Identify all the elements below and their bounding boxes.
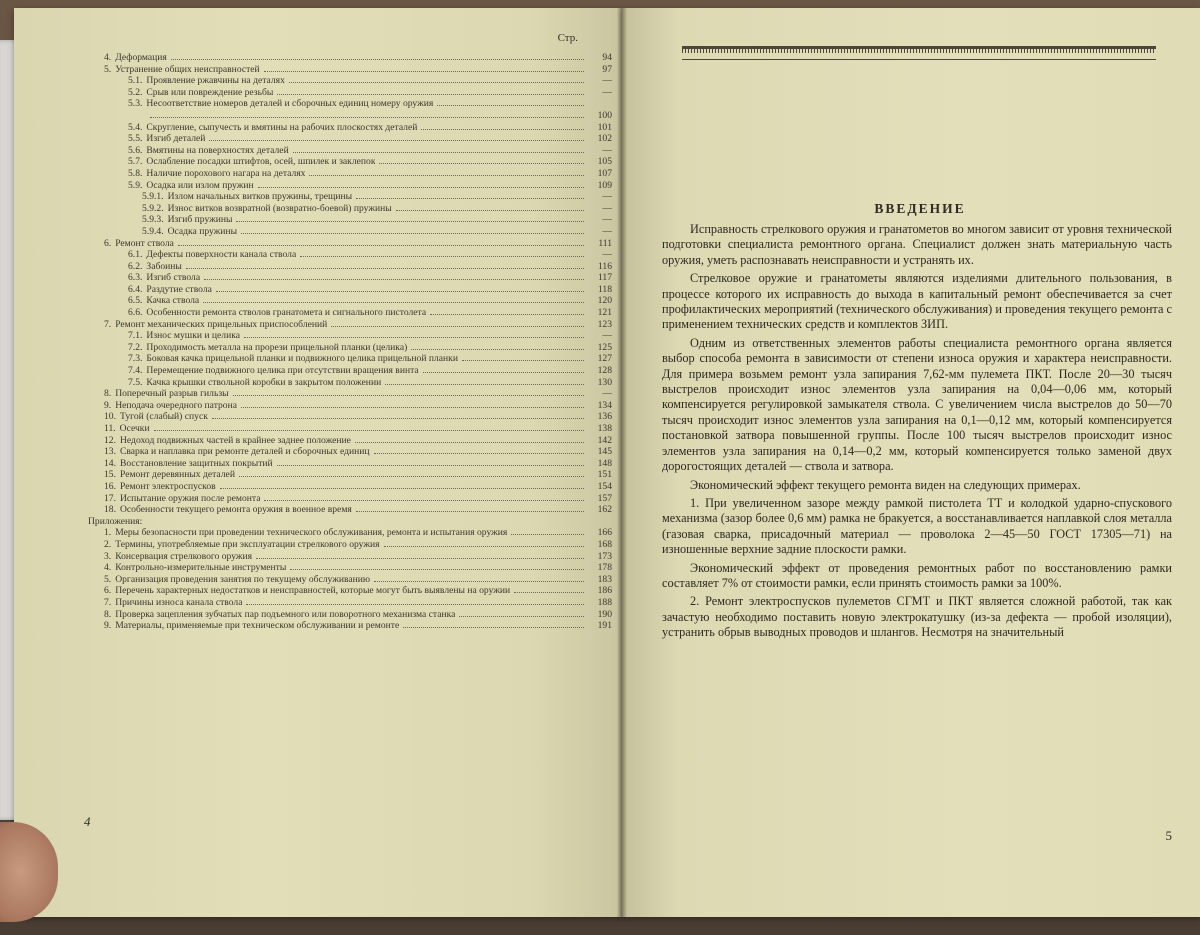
toc-entry-title: Контрольно-измерительные инструменты <box>115 562 287 574</box>
toc-entry-number: 7.2. <box>128 341 143 353</box>
left-page <box>14 8 622 917</box>
toc-entry-number: 6.5. <box>128 295 143 307</box>
toc-entry-number: 5. <box>104 63 112 75</box>
toc-entry-number: 5.9. <box>128 179 143 191</box>
toc-entry <box>84 411 612 423</box>
body-paragraph: Одним из ответственных элементов работы специалиста ремонтного органа является выбор способа ремонта в зависимости от степени износа оружия и характера неисправности. Для примера возьмем ремонт узла запирания 7,62-мм пулемета ПКТ. После 20—30 тысяч выстрелов происходит износ элементов узла запирания на 0,04—0,06 мм, который компенсируется регулировкой замыкателя ствола. С увеличением числа выстрелов до 50—70 тысяч происходит износ элементов узла запирания на 0,1—0,12 мм, который компенсируется постановкой затвора повышенной группы. После 100 тысяч выстрелов происходит износ элементов узла запирания на 0,14—0,2 мм, который компенсируется только заменой двух дорогостоящих деталей — ствола и затвора. <box>662 335 1172 474</box>
toc-entry-page: 168 <box>597 538 612 550</box>
toc-entry-title: Деформация <box>115 52 167 63</box>
toc-entry-title: Приложения: <box>88 515 143 527</box>
toc-entry-number: 9. <box>104 399 112 411</box>
toc-entry <box>84 238 612 250</box>
header-ornament-hatch <box>682 49 1156 53</box>
toc-entry-page: 183 <box>597 573 612 585</box>
toc-entry-number: 6. <box>104 585 112 597</box>
toc-entry <box>84 284 612 296</box>
right-page-number: 5 <box>1165 828 1172 843</box>
toc-entry-page: 100 <box>597 109 612 121</box>
toc-entry-page: 105 <box>597 156 612 168</box>
toc-entry-number: 11. <box>104 423 116 434</box>
toc-leader-dots <box>356 198 584 199</box>
toc-entry-page: 138 <box>597 423 612 434</box>
toc-entry <box>84 191 612 203</box>
toc-leader-dots <box>462 360 584 361</box>
toc-entry <box>84 295 612 307</box>
toc-entry <box>84 272 612 284</box>
toc-entry <box>84 435 612 447</box>
toc-entry-number: 8. <box>104 388 112 400</box>
toc-entry-number: 7.1. <box>128 330 143 342</box>
toc-entry-title: Консервация стрелкового оружия <box>115 550 253 562</box>
toc-entry-page: 125 <box>597 341 612 353</box>
toc-entry-number: 7.4. <box>128 365 143 377</box>
toc-entry-number: 1. <box>104 527 112 539</box>
toc-entry-page: 117 <box>597 272 612 284</box>
body-paragraph: 2. Ремонт электроспусков пулеметов СГМТ и ПКТ является сложной работой, так как зачастую необходимо поставить новую электрокатушку (из-за дефекта — пробой изоляции), устранить обрыв выводных проводов и шлангов. Несмотря на значительный <box>662 594 1172 640</box>
toc-entry-title: Вмятины на поверхностях деталей <box>146 144 289 156</box>
body-text <box>662 222 1172 644</box>
toc-leader-dots <box>396 210 584 211</box>
toc-entry-title: Качка ствола <box>146 295 200 307</box>
toc-entry-page: 109 <box>597 179 612 191</box>
toc-entry <box>84 377 612 389</box>
toc-entry-title: Боковая качка прицельной планки и подвижного целика прицельной планки <box>146 353 458 365</box>
toc-leader-dots <box>430 314 584 315</box>
toc-leader-dots <box>437 105 584 106</box>
toc-leader-dots <box>355 442 584 443</box>
toc-leader-dots <box>421 129 584 130</box>
body-paragraph: Экономический эффект текущего ремонта виден на следующих примерах. <box>690 477 1081 492</box>
toc-entry-page: 123 <box>597 318 612 330</box>
toc-entry-page: 97 <box>602 63 612 75</box>
toc-entry-number: 13. <box>104 446 116 458</box>
toc-leader-dots <box>186 268 584 269</box>
body-paragraph: Стрелковое оружие и гранатометы являются изделиями длительного пользования, в процессе которого их исправность до выхода в капитальный ремонт обеспечивается за счет профилактических мероприятий (технического обслуживания) и проведения текущего ремонта с применением технических средств и комплектов ЗИП. <box>662 271 1172 332</box>
toc-entry-title: Скругление, сыпучесть и вмятины на рабочих плоскостях деталей <box>146 121 418 133</box>
toc-entry-title: Особенности текущего ремонта оружия в военное время <box>120 504 352 516</box>
toc-entry <box>84 493 612 505</box>
toc-entry-page: — <box>602 388 612 400</box>
toc-leader-dots <box>244 337 584 338</box>
toc-entry <box>84 516 612 528</box>
toc-entry-page: — <box>602 202 612 214</box>
toc-entry <box>84 365 612 377</box>
toc-entry-title: Ремонт деревянных деталей <box>120 469 235 481</box>
toc-entry <box>84 110 612 122</box>
toc-entry-number: 5.7. <box>128 156 143 168</box>
toc-entry-title: Качка крышки ствольной коробки в закрытом положении <box>146 376 382 388</box>
toc-leader-dots <box>264 500 584 501</box>
toc-leader-dots <box>150 117 584 118</box>
toc-entry <box>84 75 612 87</box>
toc-entry-page: 148 <box>597 457 612 469</box>
toc-leader-dots <box>203 302 584 303</box>
chapter-heading: ВВЕДЕНИЕ <box>874 201 966 216</box>
toc-entry-number: 18. <box>104 504 116 516</box>
toc-entry-title: Перечень характерных недостатков и неисправностей, которые могут быть выявлены на оружии <box>115 585 511 597</box>
toc-entry <box>84 551 612 563</box>
toc-leader-dots <box>264 71 584 72</box>
toc-entry-title: Раздутие ствола <box>146 283 212 295</box>
toc-entry-title: Поперечный разрыв гильзы <box>115 388 229 400</box>
toc-entry <box>84 527 612 539</box>
toc-entry-number: 5.9.1. <box>142 191 164 203</box>
toc-entry-title: Наличие порохового нагара на деталях <box>146 167 306 179</box>
toc-entry-title: Изгиб пружины <box>167 214 233 226</box>
toc-entry-title: Излом начальных витков пружины, трещины <box>167 191 353 203</box>
toc-entry-title: Несоответствие номеров деталей и сборочных единиц номеру оружия <box>146 98 434 110</box>
toc-entry <box>84 133 612 145</box>
toc-entry <box>84 562 612 574</box>
toc-leader-dots <box>204 279 584 280</box>
toc-entry-number: 5. <box>104 573 112 585</box>
toc-entry-number: 6.1. <box>128 249 143 261</box>
toc-leader-dots <box>511 534 584 535</box>
toc-leader-dots <box>514 592 584 593</box>
toc-entry-title: Материалы, применяемые при техническом обслуживании и ремонте <box>115 620 400 632</box>
toc-entry-number: 5.9.3. <box>142 214 164 226</box>
toc-entry-page: 121 <box>597 307 612 319</box>
toc-entry <box>84 307 612 319</box>
toc-entry-number: 5.2. <box>128 86 143 98</box>
toc-entry <box>84 446 612 458</box>
toc-entry <box>84 620 612 632</box>
toc-entry-title: Износ мушки и целика <box>146 330 241 342</box>
toc-entry-page: — <box>602 225 612 237</box>
toc-entry-page: 107 <box>597 167 612 179</box>
toc-entry <box>84 98 612 110</box>
toc-entry-page: — <box>602 191 612 203</box>
toc-entry-title: Ремонт электроспусков <box>120 480 216 492</box>
toc-entry-page: — <box>602 249 612 261</box>
toc-leader-dots <box>241 233 584 234</box>
toc-entry <box>84 319 612 331</box>
toc-leader-dots <box>293 152 584 153</box>
body-paragraph: Экономический эффект от проведения ремонтных работ по восстановлению рамки составляет 7% от стоимости рамки, если принять стоимость рамки за 100%. <box>662 560 1172 590</box>
toc-entry-title: Меры безопасности при проведении технического обслуживания, ремонта и испытания оружия <box>115 527 508 539</box>
toc-entry-title: Неподача очередного патрона <box>115 399 237 411</box>
body-paragraph: 1. При увеличенном зазоре между рамкой пистолета ТТ и колодкой ударно-спускового механизма (зазор более 0,6 мм) рамка не бракуется, а восстанавливается наплавкой слоя металла (газовая сварка, присадочный материал — проволока 2—45—50 ГОСТ 17305—71) на изношенные верхние задние плоскости рамки. <box>662 495 1172 557</box>
toc-entry <box>84 388 612 400</box>
toc-entry-title: Особенности ремонта стволов гранатомета и сигнального пистолета <box>146 307 427 319</box>
toc-entry <box>84 423 612 435</box>
toc-entry-page: 154 <box>597 480 612 492</box>
toc-entry <box>84 226 612 238</box>
toc-entry <box>84 180 612 192</box>
toc-entry-page: 191 <box>597 620 612 632</box>
toc-entry <box>84 122 612 134</box>
toc-leader-dots <box>423 372 584 373</box>
toc-entry <box>84 597 612 609</box>
toc-entry-number: 7.3. <box>128 353 143 365</box>
toc-entry-title: Перемещение подвижного целика при отсутствии вращения винта <box>146 365 419 377</box>
toc-entry-number: 4. <box>104 562 112 574</box>
toc-entry <box>84 469 612 481</box>
toc-leader-dots <box>212 418 584 419</box>
toc-entry-title: Термины, употребляемые при эксплуатации стрелкового оружия <box>115 538 380 550</box>
toc-entry-number: 2. <box>104 538 112 550</box>
toc-entry <box>84 87 612 99</box>
toc-entry-page: 178 <box>597 562 612 574</box>
toc-entry-page: 101 <box>597 121 612 133</box>
toc-entry-number: 6. <box>104 237 112 249</box>
toc-leader-dots <box>246 604 584 605</box>
toc-entry <box>84 353 612 365</box>
toc-entry-page: — <box>602 214 612 226</box>
toc-entry-title: Проявление ржавчины на деталях <box>146 75 285 87</box>
toc-entry-page: 130 <box>597 376 612 388</box>
toc-entry-number: 14. <box>104 457 116 469</box>
toc-entry-page: 116 <box>597 260 612 272</box>
toc-entry <box>84 145 612 157</box>
toc-leader-dots <box>379 163 584 164</box>
toc-entry-title: Тугой (слабый) спуск <box>120 411 208 423</box>
toc-entry-title: Износ витков возвратной (возвратно-боевой) пружины <box>167 202 392 214</box>
toc-entry-number: 5.9.4. <box>142 225 164 237</box>
toc-entry-page: 162 <box>597 504 612 516</box>
toc-entry-title: Причины износа канала ствола <box>115 596 243 608</box>
toc-entry <box>84 203 612 215</box>
toc-leader-dots <box>220 488 584 489</box>
toc-entry-page: 157 <box>597 492 612 504</box>
toc-entry-page: — <box>602 144 612 156</box>
toc-entry-number: 17. <box>104 492 116 504</box>
toc-leader-dots <box>209 140 584 141</box>
toc-entry-number: 10. <box>104 411 116 423</box>
toc-entry-page: 127 <box>597 353 612 365</box>
toc-entry-number: 5.9.2. <box>142 202 164 214</box>
toc-leader-dots <box>403 627 584 628</box>
toc-entry-number: 8. <box>104 608 112 620</box>
toc-leader-dots <box>309 175 584 176</box>
toc-leader-dots <box>411 349 584 350</box>
toc-entry-number: 7. <box>104 596 112 608</box>
toc-entry-page: 102 <box>597 133 612 145</box>
toc-entry-title: Испытание оружия после ремонта <box>120 492 261 504</box>
toc-entry-title: Устранение общих неисправностей <box>115 63 260 75</box>
toc-entry <box>84 330 612 342</box>
toc-entry-page: 173 <box>597 550 612 562</box>
toc-entry-page: 166 <box>597 527 612 539</box>
toc-entry <box>84 342 612 354</box>
toc-leader-dots <box>356 511 584 512</box>
toc-entry-number: 12. <box>104 434 116 446</box>
toc-leader-dots <box>256 558 584 559</box>
toc-entry <box>84 609 612 621</box>
toc-entry-number: 6.2. <box>128 260 143 272</box>
right-page <box>622 8 1200 917</box>
toc-entry-number: 4. <box>104 52 112 63</box>
toc-entry-page: 151 <box>597 469 612 481</box>
toc-entry-number: 5.8. <box>128 167 143 179</box>
toc-entry-page: 145 <box>597 446 612 458</box>
toc-entry <box>84 585 612 597</box>
toc-entry-title: Срыв или повреждение резьбы <box>146 86 274 98</box>
toc-leader-dots <box>258 187 584 188</box>
toc-entry-number: 5.5. <box>128 133 143 145</box>
toc-entry-page: — <box>602 86 612 98</box>
toc-entry-page: 128 <box>597 365 612 377</box>
body-paragraph: Исправность стрелкового оружия и гранатометов во многом зависит от уровня технической подготовки специалиста ремонтного органа. Специалист должен знать материальную часть оружия, уметь распознавать неисправности и устранять их. <box>662 222 1172 267</box>
toc-leader-dots <box>277 465 584 466</box>
toc-page-column-header: Стр. <box>557 32 578 44</box>
toc-leader-dots <box>171 59 584 60</box>
toc-leader-dots <box>233 395 584 396</box>
toc-entry-number: 5.6. <box>128 144 143 156</box>
toc-entry-title: Осадка или излом пружин <box>146 179 254 191</box>
toc-entry-page: 188 <box>597 596 612 608</box>
toc-entry-number: 6.6. <box>128 307 143 319</box>
toc-leader-dots <box>289 82 584 83</box>
toc-entry-title: Осечки <box>119 423 150 434</box>
toc-entry-page: 111 <box>598 237 612 249</box>
toc-entry <box>84 504 612 516</box>
toc-entry <box>84 400 612 412</box>
toc-leader-dots <box>178 245 584 246</box>
toc-entry-title: Восстановление защитных покрытий <box>120 457 273 469</box>
toc-entry-number: 5.4. <box>128 121 143 133</box>
toc-entry-title: Забоины <box>146 260 182 272</box>
toc-leader-dots <box>374 581 584 582</box>
toc-entry-page: 134 <box>597 399 612 411</box>
toc-entry-title: Организация проведения занятия по текущему обслуживанию <box>115 573 371 585</box>
toc-entry <box>84 481 612 493</box>
toc-leader-dots <box>236 221 584 222</box>
toc-entry-number: 9. <box>104 620 112 632</box>
toc-entry-title: Сварка и наплавка при ремонте деталей и сборочных единиц <box>120 446 370 458</box>
toc-entry <box>84 539 612 551</box>
toc-entry-number: 6.3. <box>128 272 143 284</box>
toc-entry-title: Изгиб ствола <box>146 272 201 284</box>
toc-entry-number: 7.5. <box>128 376 143 388</box>
toc-entry-title: Ремонт механических прицельных приспособлений <box>115 318 328 330</box>
toc-entry <box>84 214 612 226</box>
toc-entry-number: 3. <box>104 550 112 562</box>
toc-leader-dots <box>331 326 584 327</box>
toc-entry-title: Проходимость металла на прорези прицельной планки (целика) <box>146 341 408 353</box>
toc-leader-dots <box>277 94 584 95</box>
toc-entry-number: 5.1. <box>128 75 143 87</box>
toc-entry <box>84 168 612 180</box>
toc-entry-title: Недоход подвижных частей в крайнее заднее положение <box>120 434 351 446</box>
toc-leader-dots <box>154 430 584 431</box>
left-page-number: 4 <box>84 814 91 829</box>
table-of-contents <box>84 52 612 632</box>
toc-entry-page: 186 <box>597 585 612 597</box>
toc-entry-title: Дефекты поверхности канала ствола <box>146 249 297 261</box>
toc-entry-number: 16. <box>104 480 116 492</box>
toc-entry-number: 6.4. <box>128 283 143 295</box>
toc-leader-dots <box>239 476 584 477</box>
toc-entry <box>84 574 612 586</box>
toc-entry-page: 190 <box>597 608 612 620</box>
open-book <box>10 0 1200 925</box>
toc-entry-number: 7. <box>104 318 112 330</box>
toc-entry <box>84 64 612 76</box>
toc-entry-title: Осадка пружины <box>167 225 238 237</box>
toc-leader-dots <box>374 453 584 454</box>
toc-entry-page: 142 <box>597 434 612 446</box>
toc-entry <box>84 52 612 64</box>
toc-entry-page: 136 <box>597 411 612 423</box>
toc-entry-number: 15. <box>104 469 116 481</box>
toc-entry-page: 118 <box>597 283 612 295</box>
toc-leader-dots <box>241 407 584 408</box>
toc-entry <box>84 458 612 470</box>
toc-leader-dots <box>216 291 584 292</box>
book-gutter <box>617 8 627 917</box>
toc-leader-dots <box>384 546 584 547</box>
toc-leader-dots <box>290 569 584 570</box>
toc-entry <box>84 249 612 261</box>
toc-entry-title: Ремонт ствола <box>115 237 174 249</box>
toc-entry-page: 120 <box>597 295 612 307</box>
toc-entry-title: Ослабление посадки штифтов, осей, шпилек и заклепок <box>146 156 376 168</box>
toc-leader-dots <box>300 256 584 257</box>
toc-entry-title: Проверка зацепления зубчатых пар подъемного или поворотного механизма станка <box>115 608 456 620</box>
toc-leader-dots <box>459 616 584 617</box>
toc-entry-number: 5.3. <box>128 98 143 110</box>
toc-entry-page: — <box>602 330 612 342</box>
toc-entry-page: — <box>602 75 612 87</box>
toc-entry <box>84 156 612 168</box>
toc-leader-dots <box>385 384 584 385</box>
toc-entry-title: Изгиб деталей <box>146 133 206 145</box>
toc-entry <box>84 261 612 273</box>
toc-entry-page: 94 <box>602 52 612 63</box>
